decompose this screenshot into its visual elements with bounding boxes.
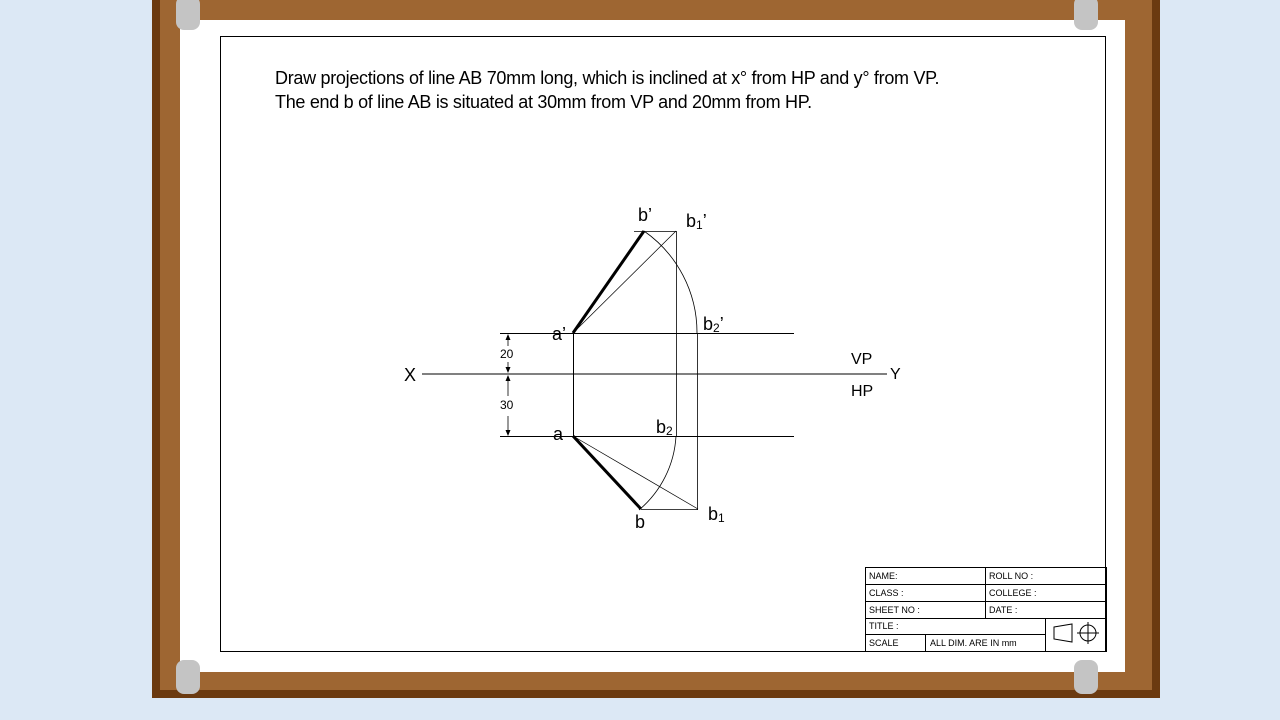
label-a-prime: a’ <box>552 324 567 344</box>
front-view-a-prime-b-prime <box>573 231 644 333</box>
dimension-30: 30 <box>500 398 514 412</box>
tb-college: COLLEGE : <box>989 588 1037 598</box>
label-y: Y <box>890 366 901 383</box>
top-view-a-b <box>573 436 641 509</box>
label-b1-letter: b <box>708 504 719 524</box>
dimension-20: 20 <box>500 347 514 361</box>
problem-line-1: Draw projections of line AB 70mm long, which is inclined at x° from HP and y° from VP. <box>275 68 940 88</box>
true-length-top <box>573 436 698 509</box>
label-b2-prime <box>703 314 724 338</box>
label-vp: VP <box>851 351 873 368</box>
tb-class: CLASS : <box>869 588 904 598</box>
label-b2-letter: b <box>656 417 667 437</box>
dim-30-arrow-down <box>506 430 511 436</box>
problem-line-2: The end b of line AB is situated at 30mm from VP and 20mm from HP. <box>275 92 812 112</box>
tb-sheet-no: SHEET NO : <box>869 605 920 615</box>
label-hp: HP <box>851 383 874 400</box>
true-length-front <box>573 231 676 333</box>
projection-symbol-icon <box>1054 622 1099 644</box>
tb-name: NAME: <box>869 571 898 581</box>
label-b1-prime <box>686 211 707 235</box>
label-b2 <box>656 417 673 441</box>
sheet-border <box>221 37 1106 652</box>
label-b1 <box>708 504 725 528</box>
label-x: X <box>404 365 417 385</box>
label-b2-prime-suffix: ’ <box>719 314 724 334</box>
label-b: b <box>635 512 646 532</box>
label-b1-prime-sub: 1 <box>696 218 703 232</box>
label-b1-prime-letter: b <box>686 211 697 231</box>
label-b1-sub: 1 <box>718 511 725 525</box>
tb-title: TITLE : <box>869 621 899 631</box>
arc-front-view <box>644 231 697 333</box>
tb-roll-no: ROLL NO : <box>989 571 1034 581</box>
dim-20-arrow-up <box>506 334 511 340</box>
dim-30-arrow-up <box>506 375 511 381</box>
label-b2-sub: 2 <box>666 424 673 438</box>
label-b2-prime-sub: 2 <box>713 321 720 335</box>
label-b-prime: b’ <box>638 205 653 225</box>
tb-scale: SCALE <box>869 638 899 648</box>
label-b2-prime-letter: b <box>703 314 714 334</box>
arc-top-view <box>639 436 676 510</box>
label-a: a <box>553 424 564 444</box>
tb-units: ALL DIM. ARE IN mm <box>930 638 1017 648</box>
label-b1-prime-suffix: ’ <box>702 211 707 231</box>
problem-statement <box>275 66 939 114</box>
dim-20-arrow-down <box>506 367 511 373</box>
tb-date: DATE : <box>989 605 1018 615</box>
